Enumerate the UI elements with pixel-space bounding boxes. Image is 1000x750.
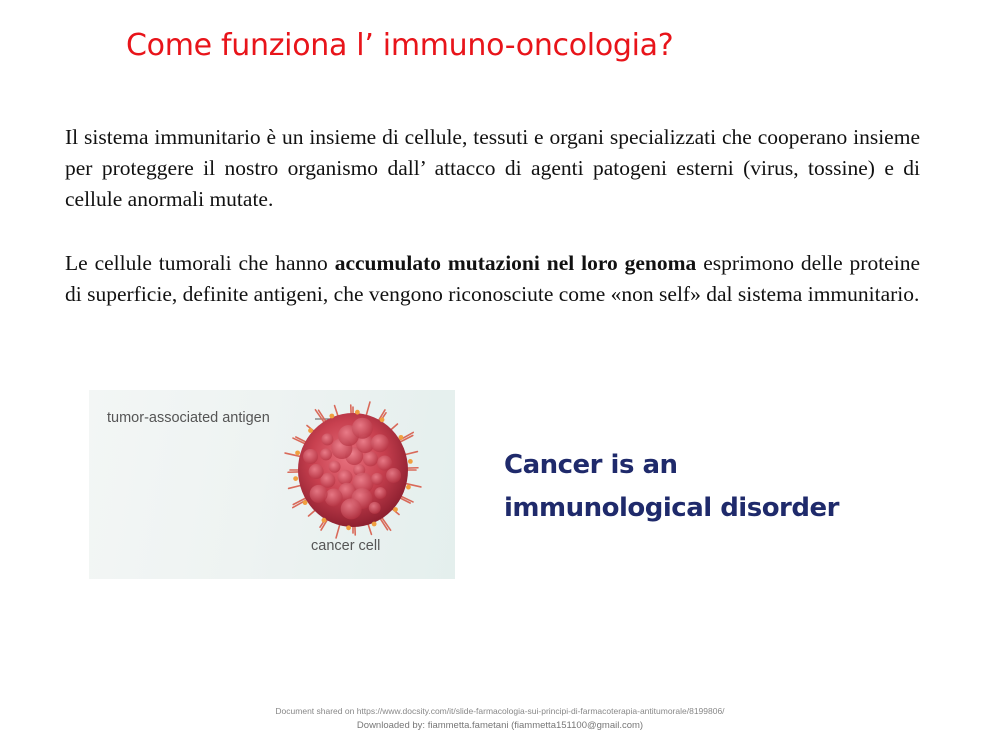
cell-surface-bump [341, 498, 362, 519]
paragraph-tumor-cells-suffix: esprimono delle proteine di superficie, definite antigeni, che vengono riconosciute come «non self» dal sistema immunitario. [65, 250, 920, 306]
cell-surface-bump [369, 502, 381, 514]
paragraph-tumor-cells [65, 248, 920, 310]
antigen-marker [399, 435, 404, 440]
footer-shared-notice: Document shared on https://www.docsity.com/it/slide-farmacologia-sui-principi-di-farmacoterapia-antitumorale/8199806/ [275, 706, 725, 716]
cancer-cell-illustration [89, 390, 455, 579]
antigen-marker [406, 485, 411, 490]
antigen-marker [308, 428, 313, 433]
cell-surface-bump [371, 434, 389, 452]
cell-surface-bump [352, 418, 373, 439]
paragraph-tumor-cells-prefix: Le cellule tumorali che hanno [65, 250, 335, 275]
cell-surface-bump [377, 456, 392, 471]
tumor-antigen-label: tumor-associated antigen [107, 410, 270, 426]
antigen-marker [380, 417, 385, 422]
cell-surface-bump [338, 470, 353, 485]
cell-surface-bump [374, 487, 386, 499]
cancer-callout [504, 444, 904, 530]
cell-surface-bump [363, 451, 378, 466]
cell-surface-bump [371, 473, 383, 485]
antigen-marker [322, 518, 327, 523]
cell-surface-bump [303, 449, 318, 464]
antigen-marker [355, 410, 360, 415]
slide-title: Come funziona l’ immuno-oncologia? [126, 28, 674, 63]
cell-surface-bump [329, 461, 341, 473]
cancer-cell-label: cancer cell [311, 538, 381, 554]
footer-download-notice: Downloaded by: fiammetta.fametani (fiammetta151100@gmail.com) [356, 720, 644, 731]
paragraph-tumor-cells-bold: accumulato mutazioni nel loro genoma [334, 250, 697, 275]
antigen-marker [372, 522, 377, 527]
cell-surface-bump [325, 488, 343, 506]
paragraph-immune-system: Il sistema immunitario è un insieme di cellule, tessuti e organi specializzati che cooperano insieme per proteggere il nostro organismo dall’ attacco di agenti patogeni esterni (virus, tossine) e di cellule anormali mutate. [65, 124, 920, 211]
cell-surface-bump [309, 464, 324, 479]
callout-line-1: Cancer is an [504, 450, 678, 480]
cell-surface-bump [310, 485, 328, 503]
callout-line-2: immunological disorder [504, 493, 839, 523]
antigen-marker [408, 459, 413, 464]
cell-surface-bump [321, 433, 333, 445]
antigen-marker [293, 476, 298, 481]
antigen-marker [346, 525, 351, 530]
cell-surface-bump [386, 468, 401, 483]
cell-surface-bump [320, 448, 332, 460]
antigen-marker [295, 450, 300, 455]
antigen-marker [303, 500, 308, 505]
antigen-marker [393, 507, 398, 512]
antigen-marker [329, 414, 334, 419]
